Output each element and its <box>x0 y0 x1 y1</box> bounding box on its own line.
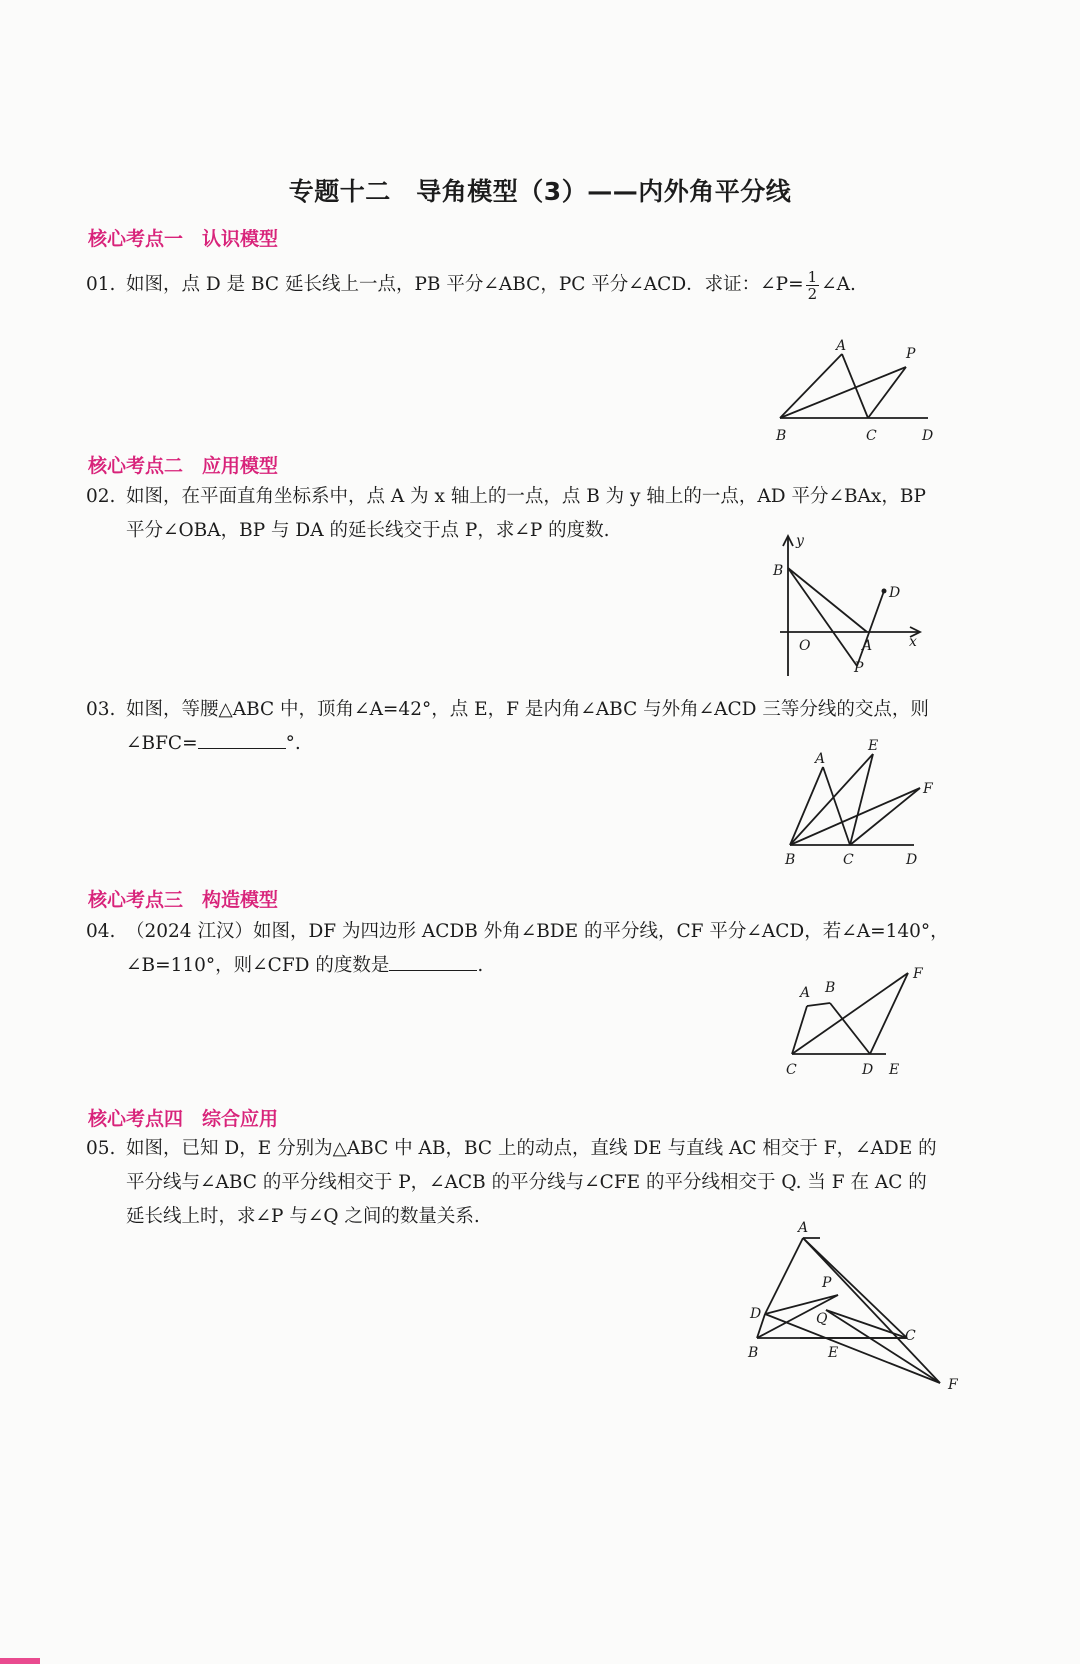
label-c: C <box>843 852 854 868</box>
line-bc <box>803 1238 907 1338</box>
label-a: A <box>800 985 811 1001</box>
question-03 <box>86 693 1016 761</box>
line-pd <box>857 591 884 666</box>
question-text-line3: 延长线上时，求∠P 与∠Q 之间的数量关系. <box>126 1206 480 1227</box>
question-number: 02. <box>86 486 116 507</box>
line-be <box>790 754 873 845</box>
line-ab-lower <box>757 1314 765 1338</box>
label-a: A <box>836 338 847 354</box>
label-b: B <box>748 1345 759 1361</box>
page-title: 专题十二 导角模型（3）——内外角平分线 <box>288 177 792 206</box>
label-f: F <box>913 966 923 982</box>
label-b: B <box>773 563 784 579</box>
label-a: A <box>815 751 826 767</box>
question-text-line2 <box>86 727 1016 761</box>
label-e: E <box>868 738 879 754</box>
line-ab <box>807 1003 830 1006</box>
label-p: P <box>906 346 916 362</box>
line-df <box>765 1314 940 1383</box>
fraction-numerator: 1 <box>807 267 818 286</box>
section-heading-1: 核心考点一 认识模型 <box>88 228 279 250</box>
line-dp <box>765 1295 838 1314</box>
line-ba <box>790 767 823 845</box>
line-cq <box>826 1310 907 1338</box>
label-d: D <box>750 1306 762 1322</box>
label-f: F <box>948 1377 958 1393</box>
page-corner-mark <box>0 1658 40 1664</box>
question-text-end: ∠A. <box>821 274 856 295</box>
line-bf <box>790 788 920 845</box>
line-fq <box>826 1310 940 1383</box>
line-ac <box>842 354 868 418</box>
line-cf <box>850 788 920 845</box>
label-e: E <box>828 1345 839 1361</box>
point-d <box>882 589 887 594</box>
label-c: C <box>786 1062 797 1078</box>
line-ce <box>850 754 873 845</box>
line-ba <box>788 568 867 632</box>
question-text-line2: 平分∠OBA，BP 与 DA 的延长线交于点 P，求∠P 的度数. <box>126 520 610 541</box>
label-q: Q <box>816 1311 828 1327</box>
question-number: 04. <box>86 921 116 942</box>
label-b: B <box>776 428 787 444</box>
line-ab-upper <box>765 1238 803 1314</box>
section-heading-2: 核心考点二 应用模型 <box>88 455 279 477</box>
line-cf <box>792 973 908 1054</box>
label-x: x <box>909 634 917 650</box>
label-c: C <box>866 428 877 444</box>
question-04 <box>86 915 1016 983</box>
question-text-line1: 如图，在平面直角坐标系中，点 A 为 x 轴上的一点，点 B 为 y 轴上的一点，AD 平分∠BAx，BP <box>126 486 926 507</box>
label-d: D <box>889 585 901 601</box>
text-prefix: ∠BFC= <box>126 733 198 754</box>
line-bp <box>788 568 857 666</box>
question-number: 01. <box>86 274 116 295</box>
label-c: C <box>905 1328 916 1344</box>
label-y: y <box>796 533 804 549</box>
label-f: F <box>923 781 933 797</box>
question-text: 如图，点 D 是 BC 延长线上一点，PB 平分∠ABC，PC 平分∠ACD．求证：∠P= <box>126 274 804 295</box>
line-ca <box>792 1006 807 1054</box>
line-cp <box>868 367 906 418</box>
question-number: 03. <box>86 699 116 720</box>
line-bp <box>780 367 906 418</box>
question-05 <box>86 1132 1016 1234</box>
section-heading-3: 核心考点三 构造模型 <box>88 889 279 911</box>
label-a: A <box>862 638 873 654</box>
label-o: O <box>799 638 811 654</box>
line-bd <box>830 1003 870 1054</box>
line-ba <box>780 354 842 418</box>
line-ac <box>823 767 850 845</box>
label-d: D <box>922 428 934 444</box>
answer-blank[interactable] <box>198 728 286 749</box>
label-d: D <box>862 1062 874 1078</box>
text-suffix: °. <box>285 733 301 754</box>
label-p: P <box>822 1275 832 1291</box>
question-text-line2 <box>86 949 1016 983</box>
line-df <box>870 973 908 1054</box>
line-af <box>803 1238 940 1383</box>
fraction <box>806 269 820 302</box>
question-text-line1: 如图，等腰△ABC 中，顶角∠A=42°，点 E，F 是内角∠ABC 与外角∠ACD 三等分线的交点，则 <box>126 699 929 720</box>
text-suffix: . <box>477 955 484 976</box>
question-text-line1: 如图，已知 D，E 分别为△ABC 中 AB，BC 上的动点，直线 DE 与直线 AC 相交于 F，∠ADE 的 <box>126 1138 937 1159</box>
label-b: B <box>785 852 796 868</box>
answer-blank[interactable] <box>389 950 477 971</box>
question-text-line2: 平分线与∠ABC 的平分线相交于 P，∠ACB 的平分线与∠CFE 的平分线相交于 Q. 当 F 在 AC 的 <box>126 1172 927 1193</box>
line-bp <box>757 1295 838 1338</box>
x-axis-arrow <box>910 627 920 637</box>
question-02 <box>86 480 1016 548</box>
question-text-line1: （2024 江汉）如图，DF 为四边形 ACDB 外角∠BDE 的平分线，CF 平分∠ACD，若∠A=140°， <box>126 921 949 942</box>
label-b: B <box>825 980 836 996</box>
label-d: D <box>906 852 918 868</box>
fraction-denominator: 2 <box>807 284 818 303</box>
label-a: A <box>798 1220 809 1236</box>
question-number: 05. <box>86 1138 116 1159</box>
question-01 <box>86 268 1006 302</box>
section-heading-4: 核心考点四 综合应用 <box>88 1108 279 1130</box>
label-p: P <box>854 660 864 676</box>
text-prefix: ∠B=110°，则∠CFD 的度数是 <box>126 955 390 976</box>
label-e: E <box>889 1062 900 1078</box>
